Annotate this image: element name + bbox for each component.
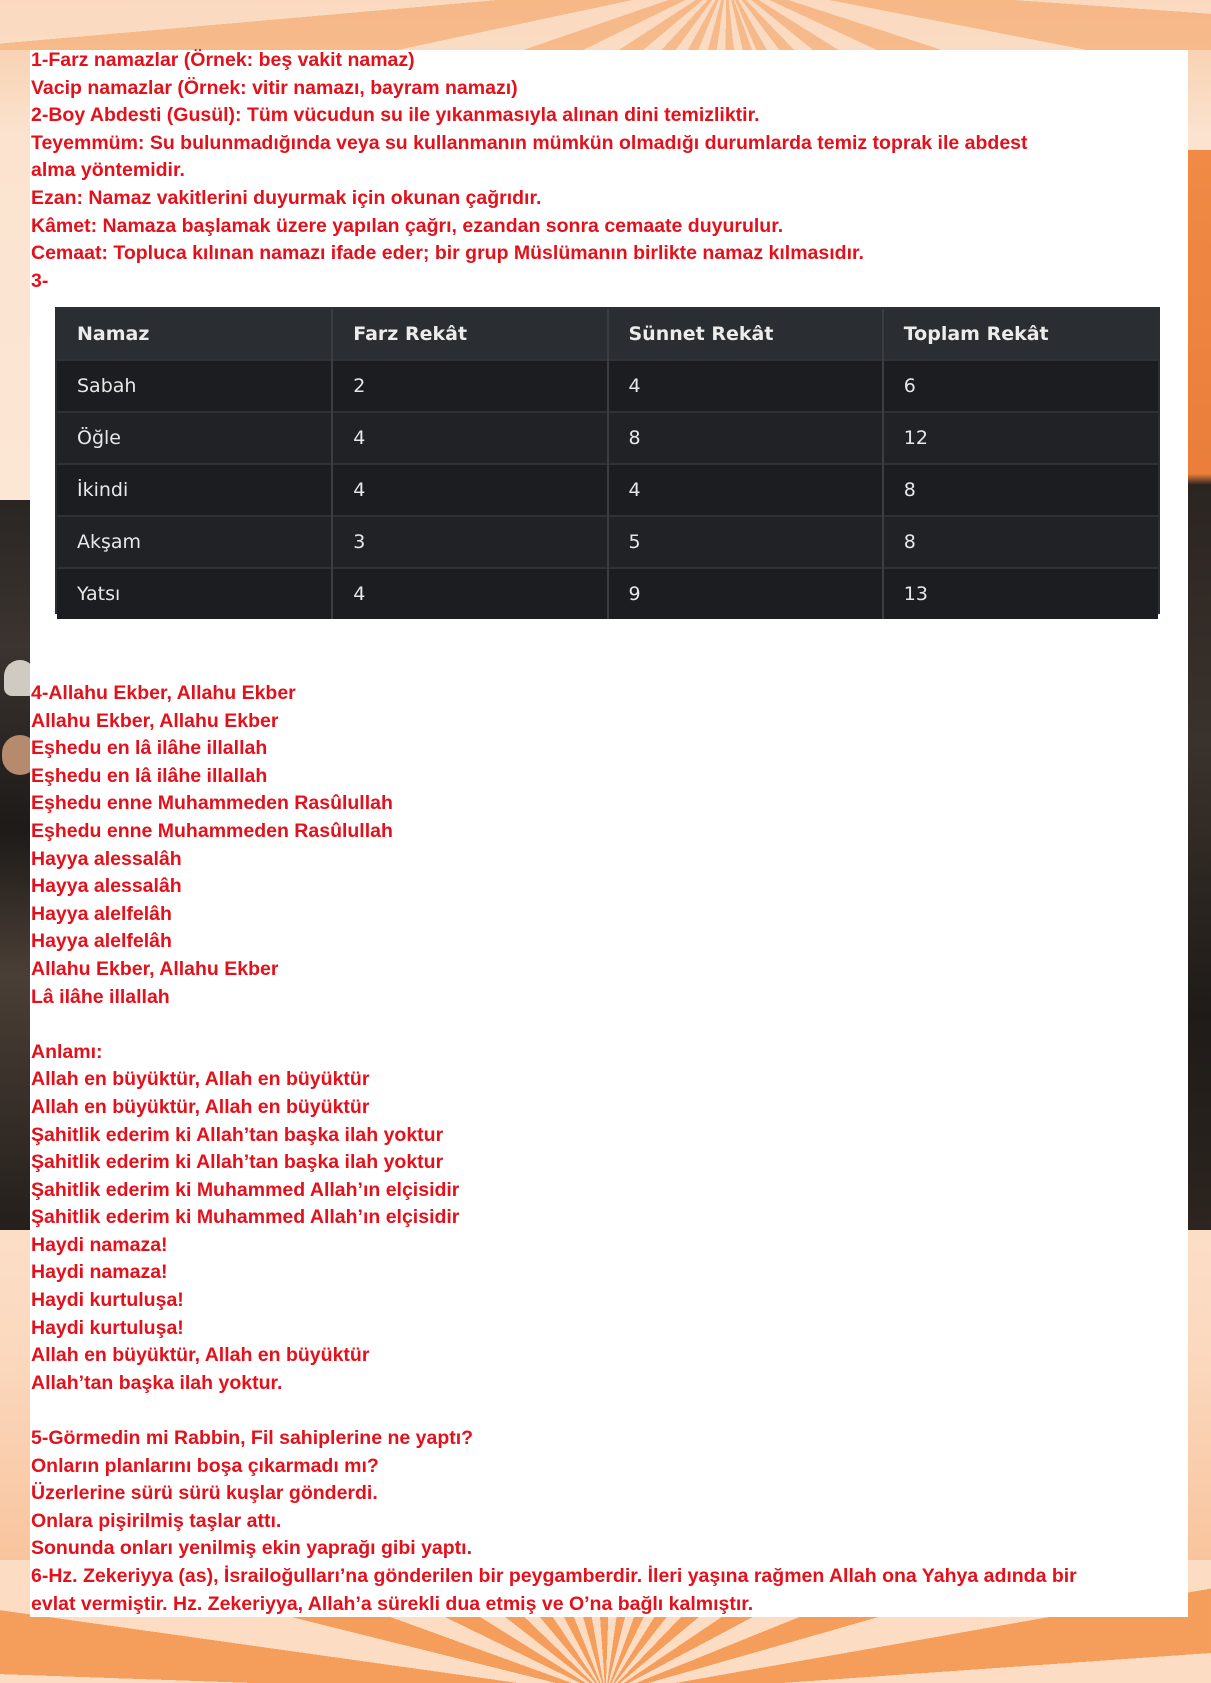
text-line: 1-Farz namazlar (Örnek: beş vakit namaz): [31, 49, 415, 71]
table-row: [57, 360, 1158, 412]
text-line: Eşhedu enne Muhammeden Rasûlullah: [31, 792, 393, 815]
text-line: 4-Allahu Ekber, Allahu Ekber: [31, 682, 296, 704]
text-line: Hayya alelfelâh: [31, 930, 172, 953]
table-cell: 3: [332, 516, 607, 568]
background-photo-right: [1187, 150, 1211, 1230]
text-line: 6-Hz. Zekeriyya (as), İsrailoğulları’na gönderilen bir peygamberdir. İleri yaşına rağmen Allah ona Yahya adında bir: [31, 1565, 1077, 1587]
table-cell: İkindi: [57, 464, 332, 516]
table-cell: 4: [332, 464, 607, 516]
text-line: Teyemmüm: Su bulunmadığında veya su kullanmanın mümkün olmadığı durumlarda temiz toprak ile abdest: [31, 131, 1028, 154]
table-row: [57, 568, 1158, 619]
text-line: Allahu Ekber, Allahu Ekber: [31, 709, 279, 732]
text-line: Eşhedu enne Muhammeden Rasûlullah: [31, 819, 393, 842]
table-cell: Akşam: [57, 516, 332, 568]
text-line: Vacip namazlar (Örnek: vitir namazı, bayram namazı): [31, 76, 518, 99]
table-cell: 4: [332, 412, 607, 464]
text-line: 2-Boy Abdesti (Gusül): Tüm vücudun su ile yıkanmasıyla alınan dini temizliktir.: [31, 104, 760, 127]
text-line: Sonunda onları yenilmiş ekin yaprağı gibi yaptı.: [31, 1537, 473, 1560]
text-line: Haydi namaza!: [31, 1233, 168, 1256]
table-cell: 8: [883, 516, 1158, 568]
table-cell: 4: [608, 464, 883, 516]
column-header: Farz Rekât: [332, 309, 607, 360]
table-cell: 6: [883, 360, 1158, 412]
text-line: Şahitlik ederim ki Allah’tan başka ilah yoktur: [31, 1151, 444, 1174]
table-cell: 4: [608, 360, 883, 412]
table-cell: 4: [332, 568, 607, 619]
column-header: Toplam Rekât: [883, 309, 1158, 360]
text-line: Haydi namaza!: [31, 1261, 168, 1284]
table-row: [57, 464, 1158, 516]
text-line: [31, 1011, 1077, 1039]
text-line: alma yöntemidir.: [31, 159, 185, 182]
table-cell: Öğle: [57, 412, 332, 464]
text-line: Allah en büyüktür, Allah en büyüktür: [31, 1344, 370, 1367]
table-cell: 12: [883, 412, 1158, 464]
text-line: Şahitlik ederim ki Muhammed Allah’ın elçisidir: [31, 1178, 460, 1201]
table-cell: 13: [883, 568, 1158, 619]
text-line: Eşhedu en lâ ilâhe illallah: [31, 737, 268, 760]
text-line: 5-Görmedin mi Rabbin, Fil sahiplerine ne yaptı?: [31, 1427, 474, 1450]
text-line: Ezan: Namaz vakitlerini duyurmak için okunan çağrıdır.: [31, 186, 542, 209]
text-line: Cemaat: Topluca kılınan namazı ifade eder; bir grup Müslümanın birlikte namaz kılmasıdır.: [31, 242, 864, 265]
text-line: Onlara pişirilmiş taşlar attı.: [31, 1509, 282, 1532]
text-line: 3-: [31, 269, 49, 292]
prayer-rakat-table: [55, 307, 1160, 614]
text-line: [31, 1397, 1077, 1425]
text-line: Üzerlerine sürü sürü kuşlar gönderdi.: [31, 1482, 378, 1505]
text-line: Şahitlik ederim ki Muhammed Allah’ın elçisidir: [31, 1206, 460, 1229]
table: [57, 309, 1158, 619]
table-cell: 8: [608, 412, 883, 464]
table-row: [57, 516, 1158, 568]
text-line: Hayya alessalâh: [31, 875, 182, 898]
text-line: Haydi kurtuluşa!: [31, 1289, 184, 1312]
text-line: Allah en büyüktür, Allah en büyüktür: [31, 1095, 370, 1118]
text-line: Anlamı:: [31, 1040, 103, 1063]
text-line: Onların planlarını boşa çıkarmadı mı?: [31, 1454, 379, 1477]
table-cell: 2: [332, 360, 607, 412]
text-line: evlat vermiştir. Hz. Zekeriyya, Allah’a sürekli dua etmiş ve O’na bağlı kalmıştır.: [31, 1592, 754, 1615]
table-cell: 9: [608, 568, 883, 619]
text-line: Lâ ilâhe illallah: [31, 985, 170, 1008]
text-line: Haydi kurtuluşa!: [31, 1316, 184, 1339]
table-cell: Sabah: [57, 360, 332, 412]
text-line: Kâmet: Namaza başlamak üzere yapılan çağrı, ezandan sonra cemaate duyurulur.: [31, 214, 784, 237]
text-line: Allahu Ekber, Allahu Ekber: [31, 957, 279, 980]
column-header: Namaz: [57, 309, 332, 360]
text-line: Hayya alessalâh: [31, 847, 182, 870]
table-cell: 5: [608, 516, 883, 568]
text-line: Şahitlik ederim ki Allah’tan başka ilah yoktur: [31, 1123, 444, 1146]
text-line: Allah en büyüktür, Allah en büyüktür: [31, 1068, 370, 1091]
table-row: [57, 412, 1158, 464]
table-header-row: [57, 309, 1158, 360]
background-rays-top: [0, 0, 1211, 50]
answers-4-to-6: [31, 680, 1077, 1618]
text-line: Eşhedu en lâ ilâhe illallah: [31, 764, 268, 787]
column-header: Sünnet Rekât: [608, 309, 883, 360]
table-cell: Yatsı: [57, 568, 332, 619]
text-line: Allah’tan başka ilah yoktur.: [31, 1371, 283, 1394]
table-cell: 8: [883, 464, 1158, 516]
text-line: Hayya alelfelâh: [31, 902, 172, 925]
answers-1-to-3: [31, 47, 1028, 295]
